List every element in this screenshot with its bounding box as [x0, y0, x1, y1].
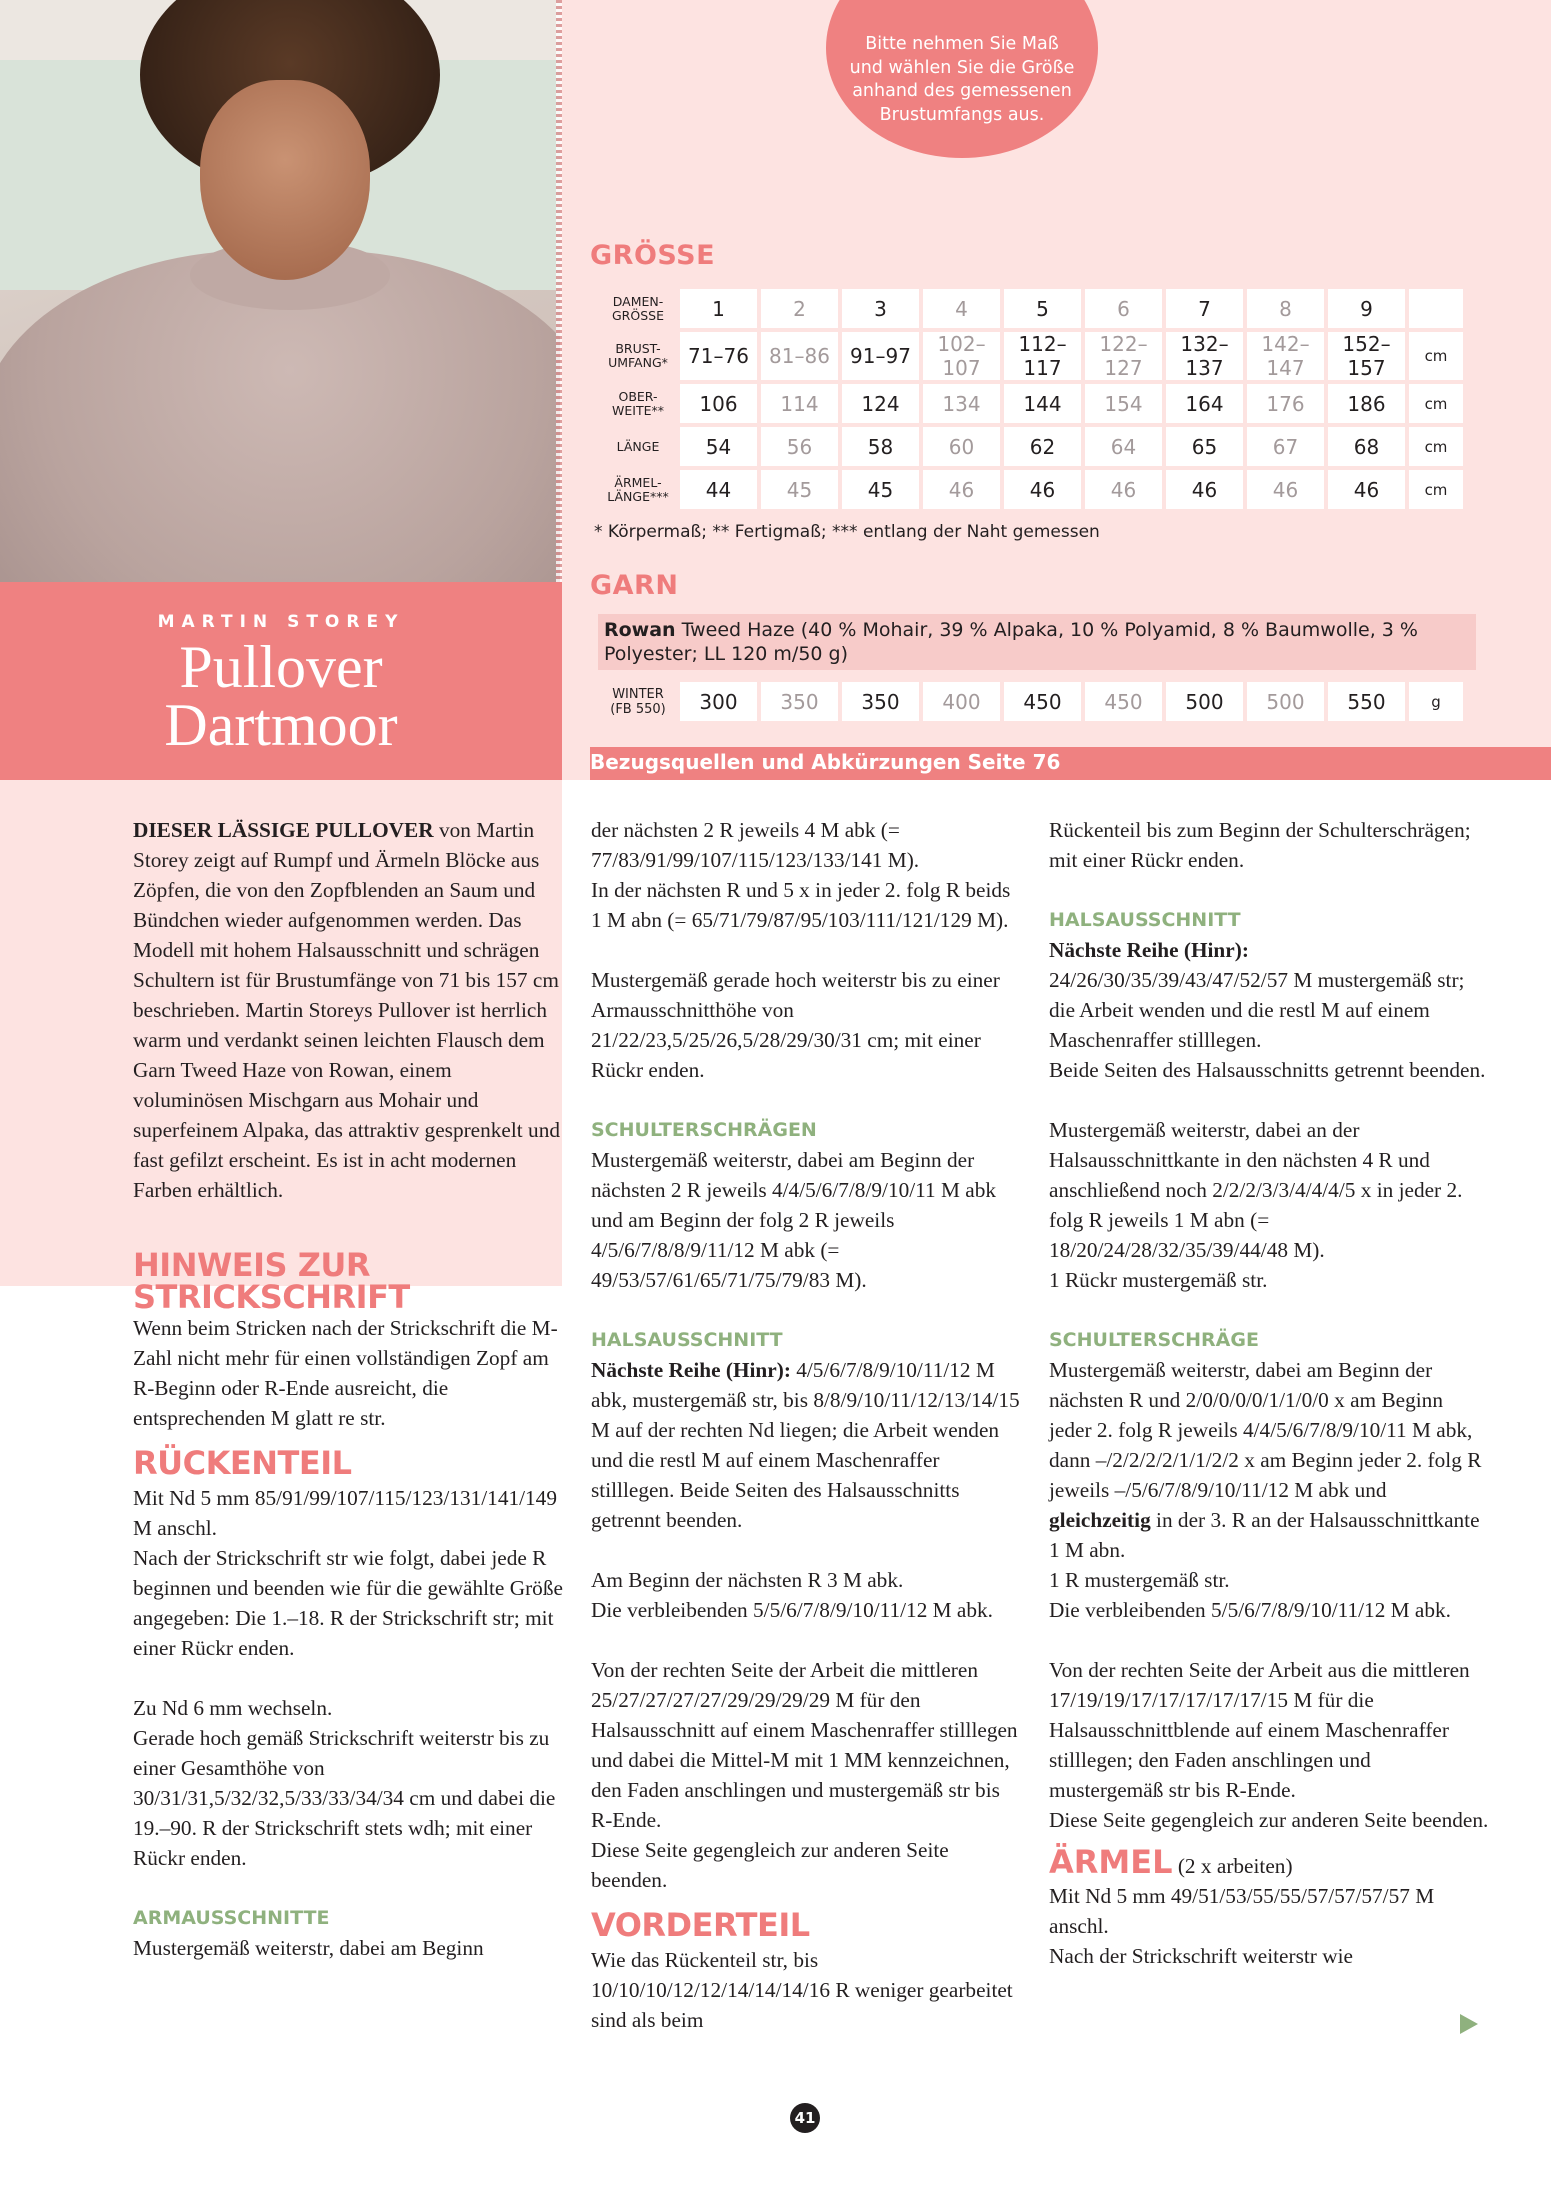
size-row [600, 427, 1463, 466]
size-row-label: OBER- WEITE** [612, 388, 664, 418]
size-cell: 54 [680, 427, 757, 466]
size-cell: 132–137 [1166, 332, 1243, 380]
back-paragraph-2: Nach der Strickschrift str wie folgt, dabei jede R beginnen und beenden wie für die gewählte Größe angegeben: Die 1.–18. R der Strickschrift str; mit einer Rückr enden. [133, 1546, 563, 1660]
armhole-heading: ARMAUSSCHNITTE [133, 1907, 330, 1929]
intro-text: von Martin Storey zeigt auf Rumpf und Ärmeln Blöcke aus Zöpfen, die von den Zopfblenden an Saum und Bündchen wieder aufgenommen werden. Das Modell mit hohem Halsausschnitt und schrägen Schultern ist für Brustumfänge von 71 bis 157 cm beschrieben. Martin Storeys Pullover ist herrlich warm und verdankt seinen leichten Flausch dem Garn Tweed Haze von Rowan, einem voluminösen Mischgarn aus Mohair und superfeinem Alpaka, das attraktiv gesprenkelt und fast gefilzt erscheint. Es ist in acht modernen Farben erhältlich. [133, 818, 560, 1202]
size-cell: 67 [1247, 427, 1324, 466]
size-row-label: ÄRMEL- LÄNGE*** [607, 474, 669, 504]
yarn-description [598, 614, 1476, 670]
size-footnote: * Körpermaß; ** Fertigmaß; *** entlang der Naht gemessen [594, 522, 1100, 542]
size-cell: 5 [1004, 289, 1081, 328]
yarn-table [596, 678, 1467, 725]
size-unit: cm [1409, 384, 1463, 423]
size-cell: 56 [761, 427, 838, 466]
size-cell: 44 [680, 470, 757, 509]
c3-paragraph-6: Die verbleibenden 5/5/6/7/8/9/10/11/12 M abk. [1049, 1598, 1452, 1622]
front-neck-lead: Nächste Reihe (Hinr): [1049, 938, 1249, 962]
size-cell: 134 [923, 384, 1000, 423]
size-cell: 4 [923, 289, 1000, 328]
size-unit: cm [1409, 427, 1463, 466]
c2-paragraph-6: Von der rechten Seite der Arbeit die mittleren 25/27/27/27/27/29/29/29/29 M für den Halsausschnitt auf einem Maschenraffer stilllegen und dabei die Mittel-M mit 1 MM kennzeichnen, den Faden anschlingen und mustergemäß str bis R-Ende. [591, 1658, 1018, 1832]
size-cell: 114 [761, 384, 838, 423]
front-neck-text: 24/26/30/35/39/43/47/52/57 M mustergemäß str; die Arbeit wenden und die restl M auf einem Maschenraffer stilllegen. [1049, 968, 1465, 1052]
size-row-label: LÄNGE [616, 438, 660, 454]
front-shoulder-text-a: Mustergemäß weiterstr, dabei am Beginn der nächsten R und 2/0/0/0/0/1/1/0/0 x am Beginn jeder 2. folg R jeweils 4/4/5/6/7/8/9/10/11 M abk, dann –/2/2/2/2/1/1/2/2 x am Beginn jeder 2. folg R jeweils –/5/6/7/8/9/10/11/12 M abk und [1049, 1358, 1482, 1502]
size-cell: 112–117 [1004, 332, 1081, 380]
sleeve-heading: ÄRMEL [1049, 1843, 1173, 1881]
yarn-cell: 350 [842, 682, 919, 721]
size-cell: 45 [842, 470, 919, 509]
hint-text: Wenn beim Stricken nach der Strickschrift die M-Zahl nicht mehr für einen vollständigen Zopf am R-Beginn oder R-Ende ausreicht, die entsprechenden M glatt re str. [133, 1316, 558, 1430]
back-paragraph-1: Mit Nd 5 mm 85/91/99/107/115/123/131/141/149 M anschl. [133, 1486, 557, 1540]
c3-paragraph-7: Von der rechten Seite der Arbeit aus die mittleren 17/19/19/17/17/17/17/17/15 M für die Halsausschnittblende auf einem Maschenraffer stilllegen; den Faden anschlingen und mustergemäß str bis R-Ende. [1049, 1658, 1470, 1802]
c2-paragraph-3: Mustergemäß gerade hoch weiterstr bis zu einer Armausschnitthöhe von 21/22/23,5/25/26,5/28/29/30/31 cm; mit einer Rückr enden. [591, 968, 1000, 1082]
hint-heading: HINWEIS ZUR STRICKSCHRIFT [133, 1246, 410, 1316]
size-unit [1409, 289, 1463, 328]
back-paragraph-3: Zu Nd 6 mm wechseln. [133, 1696, 333, 1720]
front-shoulder-paragraph [1049, 1355, 1489, 1565]
size-heading: GRÖSSE [590, 240, 716, 271]
yarn-cell: 550 [1328, 682, 1405, 721]
column-2 [591, 815, 1021, 2035]
armhole-paragraph: Mustergemäß weiterstr, dabei am Beginn [133, 1936, 484, 1960]
size-cell: 186 [1328, 384, 1405, 423]
c3-paragraph-4: 1 Rückr mustergemäß str. [1049, 1268, 1268, 1292]
c3-paragraph-8: Diese Seite gegengleich zur anderen Seite beenden. [1049, 1808, 1489, 1832]
size-cell: 58 [842, 427, 919, 466]
front-shoulder-text-b: in der 3. R an der Halsausschnittkante 1 M abn. [1049, 1508, 1480, 1562]
size-cell: 65 [1166, 427, 1243, 466]
size-table [596, 285, 1467, 513]
sleeve-note: (2 x arbeiten) [1172, 1854, 1293, 1878]
size-unit: cm [1409, 470, 1463, 509]
yarn-unit: g [1409, 682, 1463, 721]
c3-paragraph-2: Beide Seiten des Halsausschnitts getrennt beenden. [1049, 1058, 1486, 1082]
size-cell: 64 [1085, 427, 1162, 466]
yarn-cell: 450 [1085, 682, 1162, 721]
size-cell: 71–76 [680, 332, 757, 380]
yarn-brand: Rowan [604, 619, 676, 641]
shoulder-paragraph: Mustergemäß weiterstr, dabei am Beginn der nächsten 2 R jeweils 4/4/5/6/7/8/9/10/11 M abk und am Beginn der folg 2 R jeweils 4/5/6/7/8/8/9/11/12 M abk (= 49/53/57/61/65/71/75/79/83 M). [591, 1148, 996, 1292]
c2-paragraph-5: Die verbleibenden 5/5/6/7/8/9/10/11/12 M abk. [591, 1598, 994, 1622]
designer-name: MARTIN STOREY [157, 612, 405, 632]
size-cell: 46 [1247, 470, 1324, 509]
title-line-2: Dartmoor [164, 692, 398, 758]
size-cell: 142–147 [1247, 332, 1324, 380]
yarn-cell: 500 [1166, 682, 1243, 721]
size-cell: 124 [842, 384, 919, 423]
yarn-cell: 500 [1247, 682, 1324, 721]
size-row-label: DAMEN- GRÖSSE [612, 293, 664, 323]
front-neck-paragraph [1049, 935, 1489, 1055]
size-cell: 2 [761, 289, 838, 328]
column-1 [133, 815, 563, 1963]
yarn-heading: GARN [590, 570, 679, 601]
c2-paragraph-7: Diese Seite gegengleich zur anderen Seite beenden. [591, 1838, 949, 1892]
sleeve-paragraph-1: Mit Nd 5 mm 49/51/53/55/55/57/57/57/57 M anschl. [1049, 1884, 1435, 1938]
size-cell: 176 [1247, 384, 1324, 423]
size-cell: 45 [761, 470, 838, 509]
size-hint-text: Bitte nehmen Sie Maß und wählen Sie die Größe anhand des gemessenen Brustumfangs aus. [849, 34, 1075, 125]
size-row-label: BRUST- UMFANG* [608, 341, 668, 370]
c2-paragraph-4: Am Beginn der nächsten R 3 M abk. [591, 1568, 904, 1592]
neck-lead: Nächste Reihe (Hinr): [591, 1358, 791, 1382]
yarn-cell: 450 [1004, 682, 1081, 721]
column-3 [1049, 815, 1489, 1971]
size-cell: 46 [923, 470, 1000, 509]
size-cell: 152–157 [1328, 332, 1405, 380]
size-unit: cm [1409, 332, 1463, 380]
yarn-row [600, 682, 1463, 721]
neck-heading: HALSAUSSCHNITT [591, 1329, 783, 1351]
yarn-row-label: WINTER (FB 550) [610, 686, 666, 717]
neck-text: 4/5/6/7/8/9/10/11/12 M abk, mustergemäß str, bis 8/8/9/10/11/12/13/14/15 M auf der rechten Nd liegen; die Arbeit wenden und die restl M auf einem Maschenraffer stilllegen. Beide Seiten des Halsausschnitts getrennt beenden. [591, 1358, 1020, 1532]
size-cell: 62 [1004, 427, 1081, 466]
size-cell: 81–86 [761, 332, 838, 380]
size-cell: 102–107 [923, 332, 1000, 380]
c3-paragraph-5: 1 R mustergemäß str. [1049, 1568, 1230, 1592]
size-cell: 46 [1166, 470, 1243, 509]
intro-lead: DIESER LÄSSIGE PULLOVER [133, 818, 434, 842]
front-heading: VORDERTEIL [591, 1906, 810, 1944]
yarn-details: Tweed Haze (40 % Mohair, 39 % Alpaka, 10 % Polyamid, 8 % Baumwolle, 3 % Polyester; LL 120 m/50 g) [604, 619, 1418, 665]
yarn-cell: 350 [761, 682, 838, 721]
size-row [600, 289, 1463, 328]
c2-paragraph-2: In der nächsten R und 5 x in jeder 2. folg R beids 1 M abn (= 65/71/79/87/95/103/111/121/129 M). [591, 878, 1011, 932]
size-cell: 9 [1328, 289, 1405, 328]
size-cell: 91–97 [842, 332, 919, 380]
neck-paragraph [591, 1355, 1021, 1535]
front-paragraph: Wie das Rückenteil str, bis 10/10/10/12/12/14/14/14/16 R weniger gearbeitet sind als beim [591, 1948, 1013, 2032]
size-cell: 46 [1328, 470, 1405, 509]
size-cell: 68 [1328, 427, 1405, 466]
shoulder-heading: SCHULTERSCHRÄGEN [591, 1119, 817, 1141]
size-cell: 46 [1085, 470, 1162, 509]
sleeve-heading-line [1049, 1843, 1489, 1881]
source-reference: Bezugsquellen und Abkürzungen Seite 76 [590, 750, 1061, 774]
size-cell: 46 [1004, 470, 1081, 509]
size-cell: 3 [842, 289, 919, 328]
size-cell: 6 [1085, 289, 1162, 328]
size-cell: 122–127 [1085, 332, 1162, 380]
page-number: 41 [790, 2103, 820, 2133]
intro-paragraph [133, 815, 563, 1205]
size-cell: 106 [680, 384, 757, 423]
c3-paragraph-1: Rückenteil bis zum Beginn der Schulterschrägen; mit einer Rückr enden. [1049, 818, 1471, 872]
yarn-cell: 400 [923, 682, 1000, 721]
size-row [600, 384, 1463, 423]
c2-paragraph-1: der nächsten 2 R jeweils 4 M abk (= 77/83/91/99/107/115/123/133/141 M). [591, 818, 920, 872]
size-cell: 1 [680, 289, 757, 328]
size-row [600, 332, 1463, 380]
front-shoulder-heading: SCHULTERSCHRÄGE [1049, 1329, 1259, 1351]
back-heading: RÜCKENTEIL [133, 1444, 352, 1482]
size-cell: 60 [923, 427, 1000, 466]
front-neck-heading: HALSAUSSCHNITT [1049, 909, 1241, 931]
size-cell: 164 [1166, 384, 1243, 423]
title-line-1: Pullover [179, 634, 383, 700]
size-row [600, 470, 1463, 509]
continue-arrow-icon [1460, 2014, 1478, 2034]
front-shoulder-bold: gleichzeitig [1049, 1508, 1151, 1532]
size-cell: 7 [1166, 289, 1243, 328]
pattern-title [0, 634, 562, 758]
size-cell: 154 [1085, 384, 1162, 423]
size-cell: 144 [1004, 384, 1081, 423]
model-photo [0, 0, 560, 582]
size-cell: 8 [1247, 289, 1324, 328]
back-paragraph-4: Gerade hoch gemäß Strickschrift weiterstr bis zu einer Gesamthöhe von 30/31/31,5/32/32,5/33/33/34/34 cm und dabei die 19.–90. R der Strickschrift stets wdh; mit einer Rückr enden. [133, 1726, 556, 1870]
c3-paragraph-3: Mustergemäß weiterstr, dabei an der Halsausschnittkante in den nächsten 4 R und anschließend noch 2/2/2/3/3/4/4/4/5 x in jeder 2. folg R jeweils 1 M abn (= 18/20/24/28/32/35/39/44/48 M). [1049, 1118, 1463, 1262]
yarn-cell: 300 [680, 682, 757, 721]
sleeve-paragraph-2: Nach der Strickschrift weiterstr wie [1049, 1944, 1353, 1968]
